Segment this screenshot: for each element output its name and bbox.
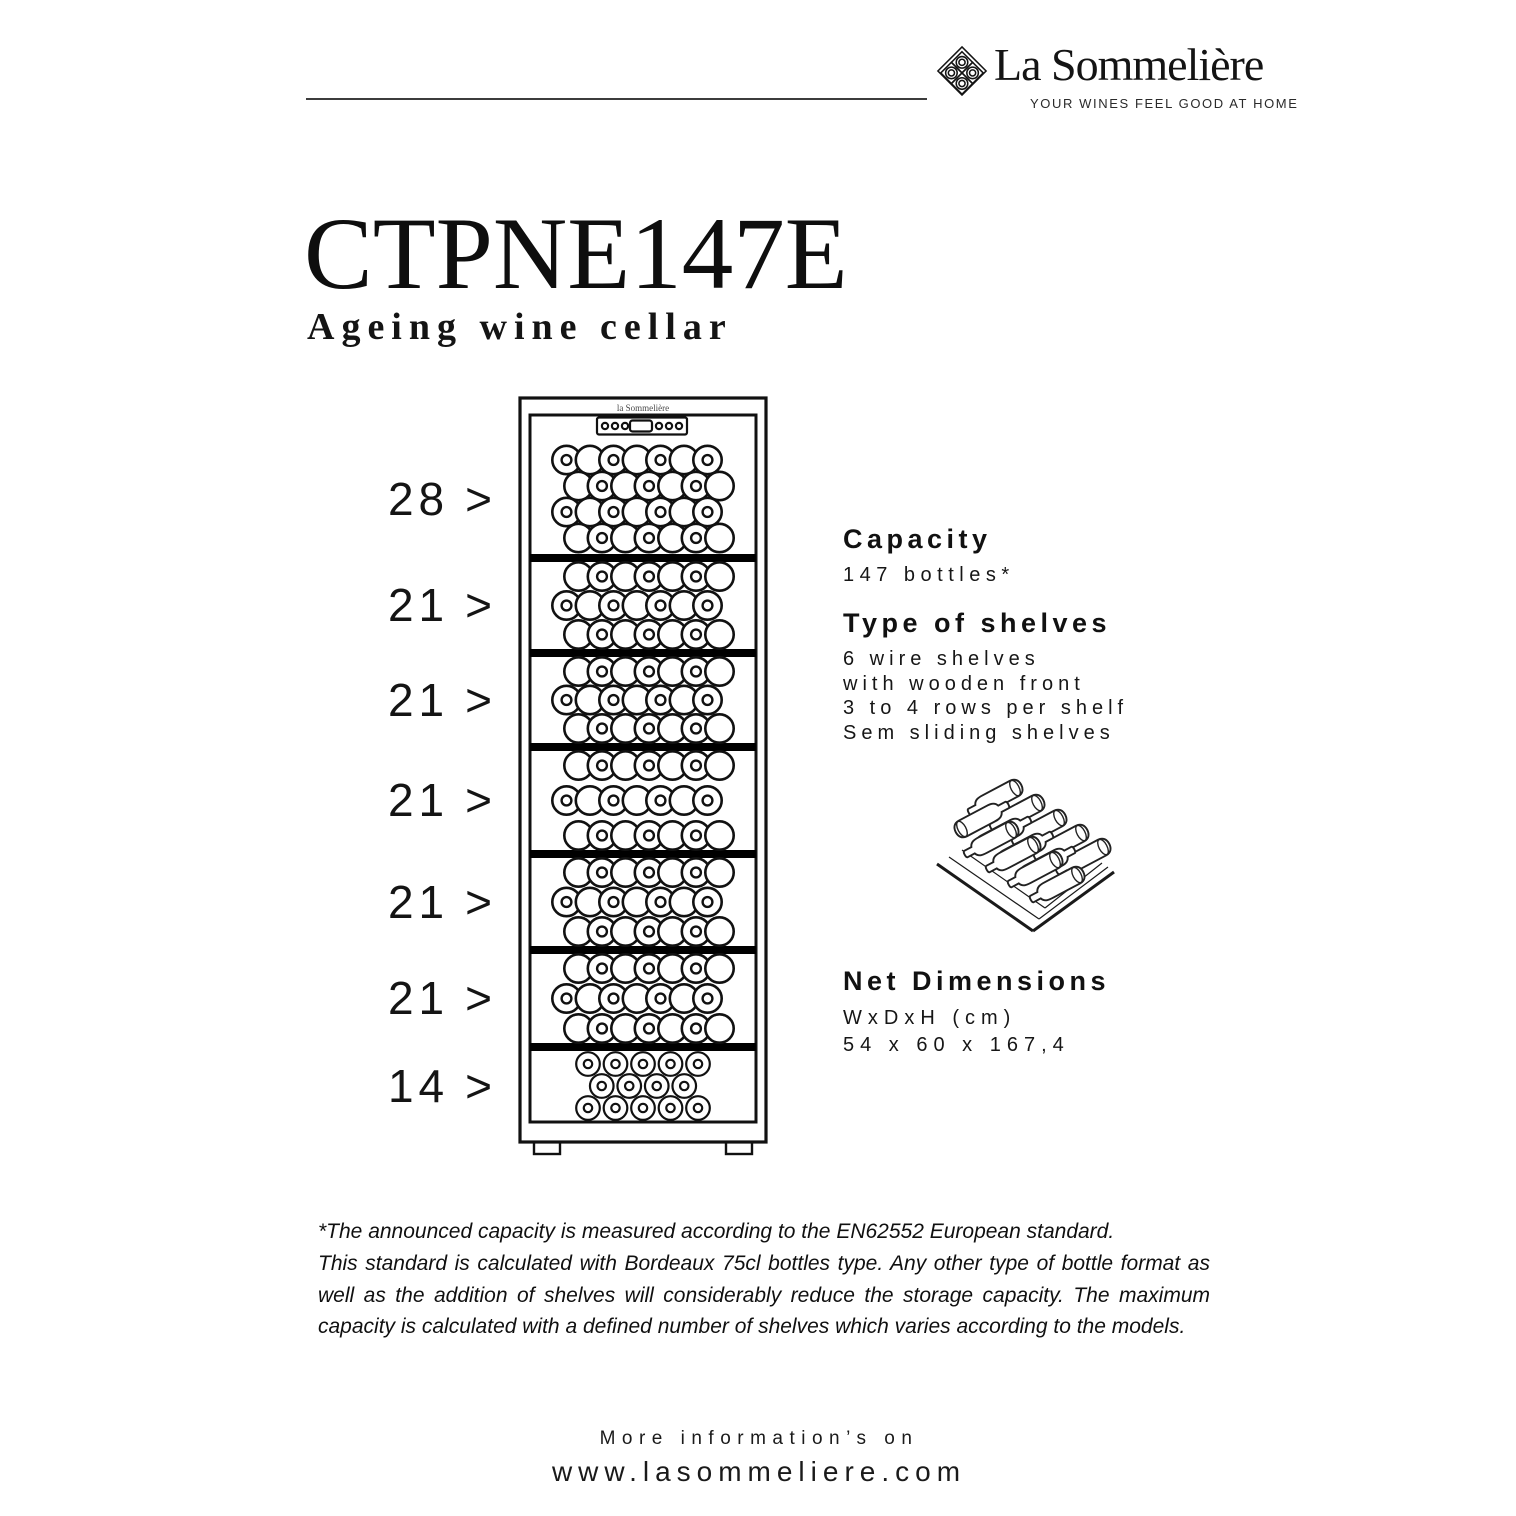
shelf-bottle-count: 21 [387,579,450,631]
shelf-bar [530,946,756,954]
shelf-bottle-count: 21 [387,972,450,1024]
shelf-count-label [330,876,492,928]
shelf-arrow: > [465,774,492,826]
footer-website: www.lasommeliere.com [551,1456,967,1487]
shelf-count-label [330,1060,492,1112]
shelf-bar [530,850,756,858]
shelf-bottle-count: 21 [387,876,450,928]
shelf-bar [530,649,756,657]
spec-capacity [843,524,1015,587]
brand-tagline: YOUR WINES FEEL GOOD AT HOME [1030,96,1299,111]
footnote-body: This standard is calculated with Bordeaux 75cl bottles type. Any other type of bottle format as well as the addition of shelves will considerably reduce the storage capacity. The maximum capacity is calculated with a defined number of shelves which varies according to the models. [318,1251,1210,1339]
spec-shelves [843,608,1128,746]
bottle-rows [552,446,733,1120]
product-subtitle: Ageing wine cellar [307,306,733,348]
cabinet-foot-right [726,1142,752,1154]
footer-note: More information’s on [599,1428,919,1449]
shelf-arrow: > [465,473,492,525]
spec-capacity-heading: Capacity [843,524,992,554]
shelf-bottle-count: 28 [387,473,450,525]
shelf-count-label [330,774,492,826]
control-panel [597,418,687,435]
spec-shelves-line: with wooden front [843,672,1085,695]
spec-capacity-value: 147 bottles* [843,564,1015,586]
brand-logo [936,30,1299,111]
fridge-brand-label: la Sommelière [616,403,670,413]
shelf-bottle-count: 21 [387,674,450,726]
brand-wordmark: La Sommelière [994,39,1264,90]
cabinet-foot-left [534,1142,560,1154]
spec-dimensions [843,966,1110,1059]
footnote-first-line: *The announced capacity is measured according to the EN62552 European standard. [318,1220,1115,1243]
product-model-title: CTPNE147E [304,197,848,311]
stacked-bottles [952,777,1114,907]
shelf-count-label [330,579,492,631]
wine-cellar-diagram [518,396,768,1156]
header-rule [306,98,927,100]
shelf-bottle-count: 14 [387,1060,450,1112]
shelf-arrow: > [465,579,492,631]
spec-shelves-heading: Type of shelves [843,608,1112,638]
diamond-bottles-logo-icon [936,42,988,100]
shelf-arrow: > [465,876,492,928]
shelf-bottle-count: 21 [387,774,450,826]
spec-dimensions-line: 54 x 60 x 167,4 [843,1034,1070,1056]
shelf-count-label [330,674,492,726]
spec-dimensions-line: WxDxH (cm) [843,1007,1017,1029]
spec-dimensions-heading: Net Dimensions [843,966,1111,996]
shelf-bar [530,554,756,562]
shelf-arrow: > [465,674,492,726]
spec-shelves-line: 6 wire shelves [843,648,1040,670]
bottle-stack-illustration [915,760,1127,942]
capacity-footnote [318,1216,1210,1343]
spec-shelves-line: 3 to 4 rows per shelf [843,697,1129,720]
footer [303,1428,1215,1488]
shelf-arrow: > [465,1060,492,1112]
shelf-arrow: > [465,972,492,1024]
spec-shelves-line: Sem sliding shelves [843,722,1115,745]
shelf-bar [530,743,756,751]
brand-logo-row [936,30,1264,100]
shelf-bar [530,1043,756,1051]
shelf-count-label [330,972,492,1024]
shelf-count-label [330,473,492,525]
